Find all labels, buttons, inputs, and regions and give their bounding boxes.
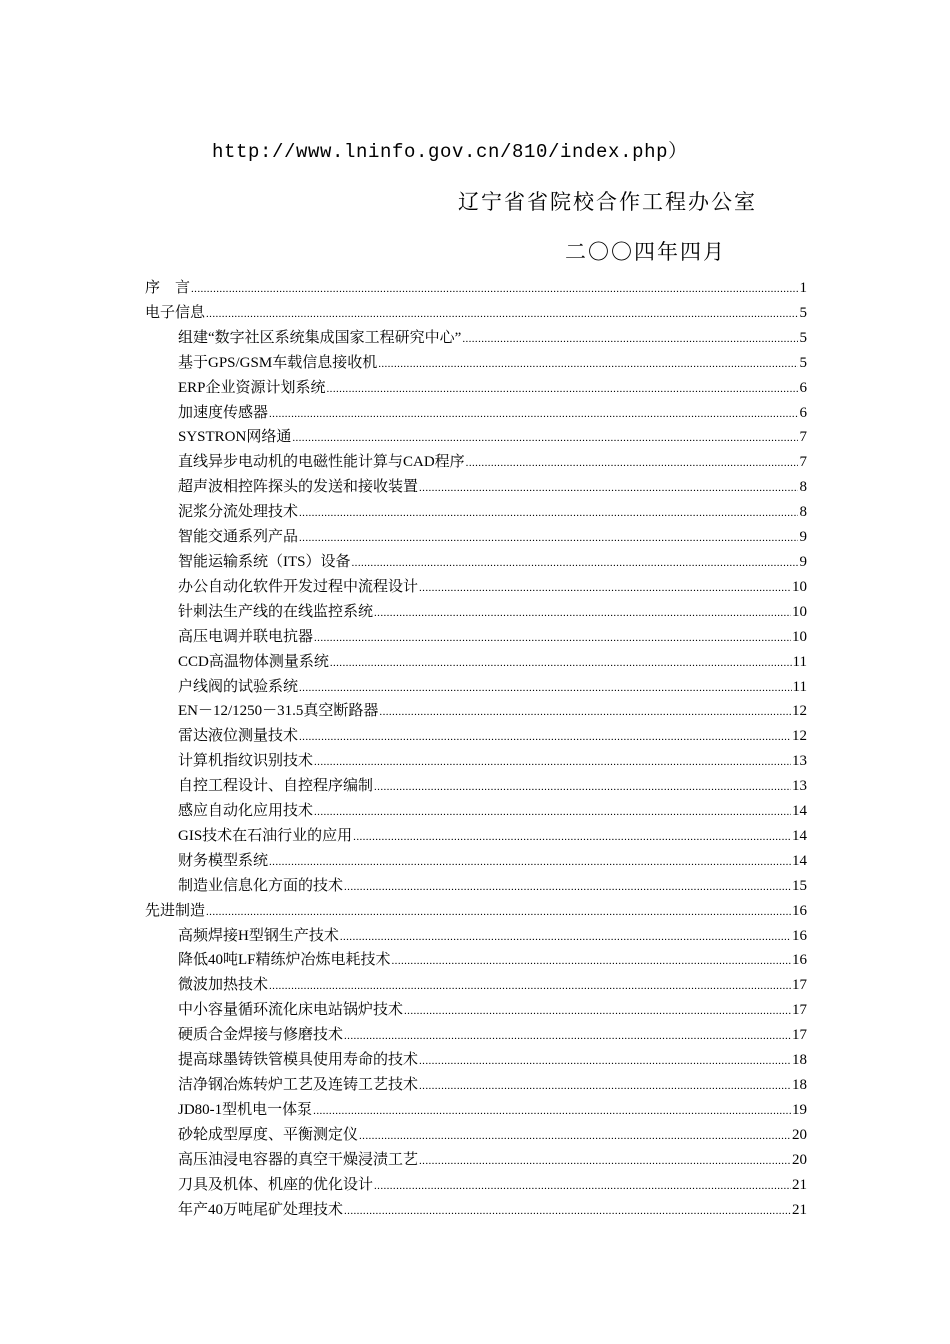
toc-page-number: 8 bbox=[799, 504, 807, 521]
toc-page-number: 14 bbox=[792, 803, 807, 820]
toc-entry[interactable] bbox=[145, 948, 807, 973]
toc-page-number: 21 bbox=[792, 1201, 807, 1218]
toc-entry-title: 砂轮成型厚度、平衡测定仪 bbox=[178, 1126, 359, 1143]
toc-entry-title: 高压电调并联电抗器 bbox=[178, 628, 314, 645]
toc-entry-title: 针刺法生产线的在线监控系统 bbox=[178, 603, 374, 620]
toc-dot-leader bbox=[330, 651, 792, 676]
toc-entry-title: 泥浆分流处理技术 bbox=[178, 504, 299, 521]
toc-dot-leader bbox=[374, 601, 791, 626]
toc-page-number: 10 bbox=[792, 628, 807, 645]
toc-entry[interactable] bbox=[145, 376, 807, 401]
toc-entry-title: 财务模型系统 bbox=[178, 852, 269, 869]
toc-page-number: 16 bbox=[792, 952, 807, 969]
toc-entry[interactable] bbox=[145, 351, 807, 376]
toc-page-number: 11 bbox=[792, 678, 807, 695]
toc-page-number: 11 bbox=[792, 653, 807, 670]
toc-entry[interactable] bbox=[145, 924, 807, 949]
toc-entry-title: 感应自动化应用技术 bbox=[178, 803, 314, 820]
toc-page-number: 6 bbox=[799, 379, 807, 396]
toc-entry-title: 直线异步电动机的电磁性能计算与CAD程序 bbox=[178, 454, 465, 471]
toc-page-number: 20 bbox=[792, 1126, 807, 1143]
toc-page-number: 7 bbox=[799, 429, 807, 446]
toc-page-number: 9 bbox=[799, 553, 807, 570]
toc-dot-leader bbox=[379, 700, 791, 725]
toc-dot-leader bbox=[378, 352, 798, 377]
toc-entry[interactable] bbox=[145, 849, 807, 874]
toc-entry[interactable] bbox=[145, 998, 807, 1023]
toc-page-number: 10 bbox=[792, 578, 807, 595]
toc-dot-leader bbox=[340, 925, 791, 950]
toc-entry-title: 基于GPS/GSM车载信息接收机 bbox=[178, 354, 378, 371]
toc-entry[interactable] bbox=[145, 1123, 807, 1148]
toc-entry-title: 智能交通系列产品 bbox=[178, 529, 299, 546]
toc-entry[interactable] bbox=[145, 1073, 807, 1098]
toc-page-number: 17 bbox=[792, 977, 807, 994]
toc-page-number: 5 bbox=[799, 329, 807, 346]
toc-dot-leader bbox=[462, 327, 798, 352]
toc-entry-title: 自控工程设计、自控程序编制 bbox=[178, 778, 374, 795]
toc-dot-leader bbox=[352, 551, 798, 576]
toc-entry[interactable] bbox=[145, 1048, 807, 1073]
toc-dot-leader bbox=[374, 1174, 791, 1199]
toc-entry[interactable] bbox=[145, 724, 807, 749]
toc-entry-title: 电子信息 bbox=[145, 304, 206, 321]
toc-entry-title: 硬质合金焊接与修磨技术 bbox=[178, 1027, 344, 1044]
toc-page-number: 5 bbox=[799, 304, 807, 321]
toc-dot-leader bbox=[206, 302, 798, 327]
toc-entry[interactable] bbox=[145, 625, 807, 650]
toc-dot-leader bbox=[374, 775, 791, 800]
toc-page-number: 20 bbox=[792, 1151, 807, 1168]
toc-section-entry[interactable] bbox=[145, 276, 807, 301]
toc-dot-leader bbox=[392, 949, 791, 974]
toc-entry[interactable] bbox=[145, 973, 807, 998]
toc-entry[interactable] bbox=[145, 326, 807, 351]
toc-entry[interactable] bbox=[145, 1023, 807, 1048]
toc-dot-leader bbox=[269, 974, 791, 999]
toc-page-number: 6 bbox=[799, 404, 807, 421]
toc-entry-title: CCD高温物体测量系统 bbox=[178, 653, 329, 670]
toc-entry[interactable] bbox=[145, 799, 807, 824]
toc-entry-title: 降低40吨LF精练炉冶炼电耗技术 bbox=[178, 952, 391, 969]
toc-entry[interactable] bbox=[145, 1148, 807, 1173]
toc-entry-title: ERP企业资源计划系统 bbox=[178, 379, 326, 396]
toc-dot-leader bbox=[299, 725, 791, 750]
toc-entry[interactable] bbox=[145, 500, 807, 525]
toc-entry-title: 办公自动化软件开发过程中流程设计 bbox=[178, 578, 419, 595]
toc-entry-title: 组建“数字社区系统集成国家工程研究中心” bbox=[178, 329, 462, 346]
toc-page-number: 16 bbox=[792, 927, 807, 944]
toc-page-number: 5 bbox=[799, 354, 807, 371]
toc-entry-title: 刀具及机体、机座的优化设计 bbox=[178, 1176, 374, 1193]
toc-entry-title: 提高球墨铸铁管模具使用寿命的技术 bbox=[178, 1052, 419, 1069]
toc-entry-title: SYSTRON网络通 bbox=[178, 429, 292, 446]
toc-entry[interactable] bbox=[145, 774, 807, 799]
toc-dot-leader bbox=[314, 626, 791, 651]
toc-page-number: 14 bbox=[792, 852, 807, 869]
toc-entry-title: 中小容量循环流化床电站锅炉技术 bbox=[178, 1002, 404, 1019]
toc-page-number: 17 bbox=[792, 1027, 807, 1044]
toc-section-entry[interactable] bbox=[145, 301, 807, 326]
toc-entry[interactable] bbox=[145, 1098, 807, 1123]
toc-entry[interactable] bbox=[145, 675, 807, 700]
toc-dot-leader bbox=[353, 825, 791, 850]
toc-entry-title: EN－12/1250－31.5真空断路器 bbox=[178, 703, 379, 720]
toc-entry[interactable] bbox=[145, 575, 807, 600]
toc-entry-title: 微波加热技术 bbox=[178, 977, 269, 994]
toc-entry[interactable] bbox=[145, 1198, 807, 1223]
toc-entry[interactable] bbox=[145, 401, 807, 426]
toc-entry[interactable] bbox=[145, 1173, 807, 1198]
toc-dot-leader bbox=[419, 1149, 791, 1174]
toc-entry[interactable] bbox=[145, 550, 807, 575]
toc-page-number: 10 bbox=[792, 603, 807, 620]
toc-dot-leader bbox=[419, 1074, 791, 1099]
toc-entry-title: 超声波相控阵探头的发送和接收装置 bbox=[178, 479, 419, 496]
toc-entry-title: 制造业信息化方面的技术 bbox=[178, 877, 344, 894]
toc-entry-title: GIS技术在石油行业的应用 bbox=[178, 827, 353, 844]
toc-entry-title: 加速度传感器 bbox=[178, 404, 269, 421]
toc-page-number: 21 bbox=[792, 1176, 807, 1193]
toc-dot-leader bbox=[419, 576, 791, 601]
toc-page-number: 18 bbox=[792, 1052, 807, 1069]
toc-page-number: 18 bbox=[792, 1077, 807, 1093]
toc-dot-leader bbox=[292, 426, 798, 451]
toc-page-number: 8 bbox=[799, 479, 807, 496]
toc-dot-leader bbox=[359, 1124, 791, 1149]
toc-page-number: 13 bbox=[792, 778, 807, 795]
toc-dot-leader bbox=[344, 875, 791, 900]
toc-dot-leader bbox=[344, 1024, 791, 1049]
toc-page-number: 12 bbox=[792, 703, 807, 720]
publication-date: 二〇〇四年四月 bbox=[565, 240, 726, 264]
toc-entry-title: 计算机指纹识别技术 bbox=[178, 753, 314, 770]
toc-page-number: 13 bbox=[792, 753, 807, 770]
toc-page-number: 9 bbox=[799, 529, 807, 546]
organization-name: 辽宁省省院校合作工程办公室 bbox=[458, 190, 757, 214]
toc-entry[interactable] bbox=[145, 475, 807, 500]
toc-entry-title: 户线阀的试验系统 bbox=[178, 678, 299, 695]
toc-page-number: 15 bbox=[792, 877, 807, 894]
toc-entry-title: 智能运输系统（ITS）设备 bbox=[178, 553, 351, 570]
toc-dot-leader bbox=[269, 402, 798, 427]
toc-entry[interactable] bbox=[145, 699, 807, 724]
toc-entry-title: 雷达液位测量技术 bbox=[178, 728, 299, 745]
toc-entry-title: 先进制造 bbox=[145, 902, 206, 919]
toc-dot-leader bbox=[299, 501, 798, 526]
toc-entry[interactable] bbox=[145, 450, 807, 475]
toc-entry-title: 洁净钢冶炼转炉工艺及连铸工艺技术 bbox=[178, 1077, 419, 1093]
toc-dot-leader bbox=[299, 526, 798, 551]
toc-page-number: 16 bbox=[792, 902, 807, 919]
toc-page-number: 12 bbox=[792, 728, 807, 745]
toc-entry[interactable] bbox=[145, 749, 807, 774]
toc-entry[interactable] bbox=[145, 824, 807, 849]
toc-entry-title: 高频焊接H型钢生产技术 bbox=[178, 927, 339, 944]
table-of-contents bbox=[145, 276, 807, 1222]
toc-dot-leader bbox=[404, 999, 791, 1024]
toc-dot-leader bbox=[327, 377, 798, 402]
toc-page-number: 7 bbox=[799, 454, 807, 471]
toc-entry[interactable] bbox=[145, 600, 807, 625]
toc-dot-leader bbox=[269, 850, 791, 875]
toc-dot-leader bbox=[466, 451, 798, 476]
toc-dot-leader bbox=[314, 800, 791, 825]
toc-entry[interactable] bbox=[145, 650, 807, 675]
toc-entry[interactable] bbox=[145, 525, 807, 550]
toc-page-number: 14 bbox=[792, 827, 807, 844]
toc-dot-leader bbox=[206, 900, 791, 925]
toc-dot-leader bbox=[344, 1199, 791, 1224]
toc-dot-leader bbox=[419, 476, 798, 501]
toc-section-entry[interactable] bbox=[145, 899, 807, 924]
toc-entry[interactable] bbox=[145, 874, 807, 899]
toc-dot-leader bbox=[419, 1049, 791, 1074]
toc-dot-leader bbox=[314, 750, 791, 775]
toc-dot-leader bbox=[191, 277, 798, 302]
source-url: http://www.lninfo.gov.cn/810/index.php） bbox=[212, 141, 688, 163]
toc-entry-title: 年产40万吨尾矿处理技术 bbox=[178, 1201, 344, 1218]
toc-entry-title: JD80-1型机电一体泵 bbox=[178, 1101, 313, 1118]
toc-dot-leader bbox=[299, 676, 792, 701]
toc-entry[interactable] bbox=[145, 425, 807, 450]
toc-page-number: 17 bbox=[792, 1002, 807, 1019]
toc-page-number: 19 bbox=[792, 1101, 807, 1118]
toc-entry-title: 高压油浸电容器的真空干燥浸渍工艺 bbox=[178, 1151, 419, 1168]
toc-dot-leader bbox=[313, 1099, 791, 1124]
toc-entry-title: 序 言 bbox=[145, 280, 191, 296]
toc-page-number: 1 bbox=[799, 280, 807, 296]
